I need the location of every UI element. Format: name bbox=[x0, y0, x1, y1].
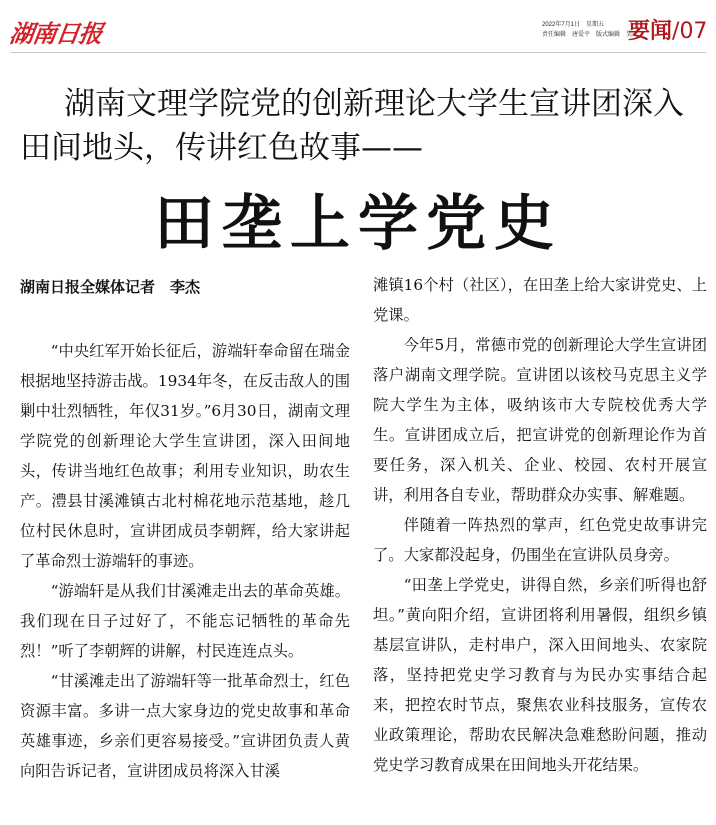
page-meta bbox=[542, 20, 638, 40]
article-paragraph-continued: 滩镇16个村（社区），在田垄上给大家讲党史、上党课。 bbox=[373, 276, 707, 324]
article-paragraph: 伴随着一阵热烈的掌声，红色党史故事讲完了。大家都没起身，仍围坐在宣讲队员身旁。 bbox=[373, 516, 707, 564]
article-paragraph: “田垄上学党史，讲得自然，乡亲们听得也舒坦。”黄向阳介绍，宣讲团将利用暑假，组织乡镇基层宣讲队，走村串户，深入田间地头、农家院落，坚持把党史学习教育与为民办实事结合起来，把控农时节点，聚焦农业科技服务，宣传农业政策理论，帮助农民解决急难愁盼问题，推动党史学习教育成果在田间地头开花结果。 bbox=[373, 576, 707, 774]
section-separator: / bbox=[672, 19, 680, 44]
article-kicker: 湖南文理学院党的创新理论大学生宣讲团深入田间地头，传讲红色故事—— bbox=[20, 86, 684, 166]
header-divider bbox=[10, 52, 706, 53]
article-column-right bbox=[373, 270, 707, 780]
article-paragraph: “游端轩是从我们甘溪滩走出去的革命英雄。我们现在日子过好了，不能忘记牺牲的革命先烈！”听了李朝辉的讲解，村民连连点头。 bbox=[20, 582, 350, 660]
article-byline: 湖南日报全媒体记者 李杰 bbox=[20, 278, 201, 296]
article-paragraph: “中央红军开始长征后，游端轩奉命留在瑞金根据地坚持游击战。1934年冬，在反击敌人的围剿中壮烈牺牲，年仅31岁。”6月30日，湖南文理学院党的创新理论大学生宣讲团，深入田间地头，传讲当地红色故事；利用专业知识，助农生产。澧县甘溪滩镇古北村棉花地示范基地，趁几位村民休息时，宣讲团成员李朝辉，给大家讲起了革命烈士游端轩的事迹。 bbox=[20, 342, 350, 570]
article-paragraph: 今年5月，常德市党的创新理论大学生宣讲团落户湖南文理学院。宣讲团以该校马克思主义学院大学生为主体，吸纳该市大专院校优秀大学生。宣讲团成立后，把宣讲党的创新理论作为首要任务，深入机关、企业、校园、农村开展宣讲，利用各自专业，帮助群众办实事、解难题。 bbox=[373, 336, 707, 504]
section-name: 要闻 bbox=[628, 19, 673, 44]
section-header bbox=[628, 14, 707, 45]
article-paragraph: “甘溪滩走出了游端轩等一批革命烈士，红色资源丰富。多讲一点大家身边的党史故事和革命英雄事迹，乡亲们更容易接受。”宣讲团负责人黄向阳告诉记者，宣讲团成员将深入甘溪 bbox=[20, 672, 350, 780]
article-headline: 田垄上学党史 bbox=[154, 189, 562, 259]
editor-credits: 责任编辑 唐爱平 版式编辑 吴广 bbox=[542, 32, 639, 38]
article-column-left bbox=[20, 336, 350, 786]
newspaper-logo: 湖南日报 bbox=[7, 19, 104, 48]
page-number: 07 bbox=[679, 19, 708, 44]
issue-date: 2022年7月1日 星期五 bbox=[542, 22, 605, 28]
